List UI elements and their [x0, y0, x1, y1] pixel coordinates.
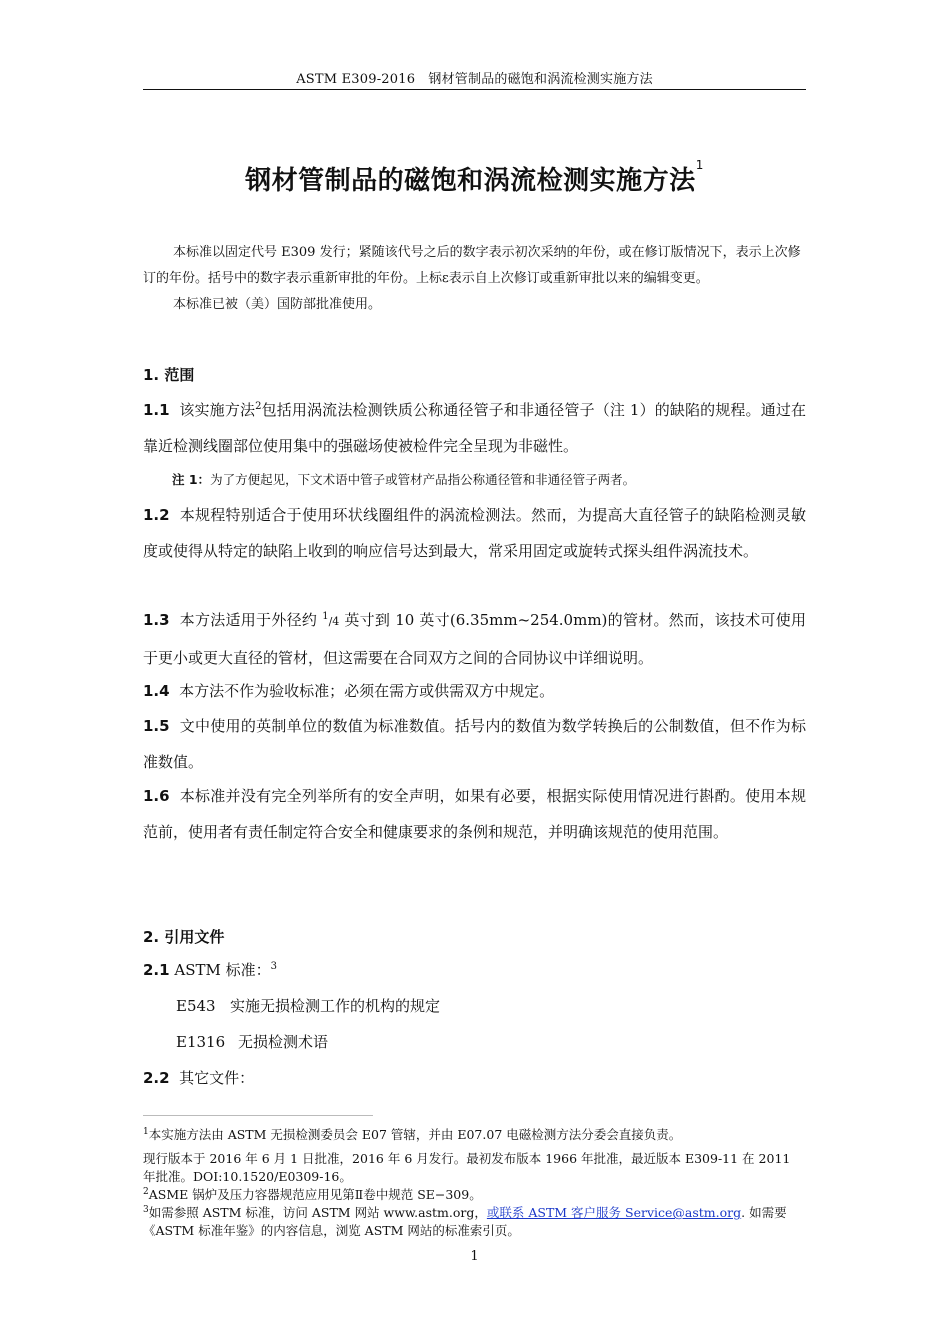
footnote-text: ASME 锅炉及压力容器规范应用见第Ⅱ卷中规范 SE−309。 — [148, 1187, 482, 1202]
footnote-mark: 2 — [143, 1186, 149, 1197]
astm-service-link[interactable]: 或联系 ASTM 客户服务 Service@astm.org — [486, 1205, 742, 1220]
paragraph-1-6 — [143, 778, 806, 850]
paragraph-number: 1.2 — [143, 506, 170, 524]
footnote-1-continued: 现行版本于 2016 年 6 月 1 日批准，2016 年 6 月发行。最初发布版本 1966 年批准，最近版本 E309-11 在 2011 年批准。DOI:10.1520/E0309-16。 — [143, 1151, 791, 1184]
paragraph-1-2 — [143, 497, 806, 569]
paragraph-text: 本规程特别适合于使用环状线圈组件的涡流检测法。然而，为提高大直径管子的缺陷检测灵敏度或使得从特定的缺陷上收到的响应信号达到最大，常采用固定或旋转式探头组件涡流技术。 — [143, 506, 806, 560]
footnote-rule — [143, 1115, 373, 1116]
paragraph-text: 包括用涡流法检测铁质公称通径管子和非通径管子（注 1）的缺陷的规程。通过在靠近检测线圈部位使用集中的强磁场使被检件完全呈现为非磁性。 — [143, 401, 806, 455]
footnote-text: 如需参照 ASTM 标准，访问 ASTM 网站 www.astm.org， — [148, 1205, 487, 1220]
reference-title: 无损检测术语 — [238, 1033, 329, 1051]
section-1-heading: 1. 范围 — [143, 366, 195, 384]
reference-item — [176, 995, 440, 1016]
paragraph-text: 本方法适用于外径约 — [179, 611, 323, 629]
paragraph-number: 1.6 — [143, 787, 170, 805]
paragraph-2-1 — [143, 952, 806, 988]
note-1 — [172, 470, 806, 490]
footnote-mark-2: 2 — [255, 401, 262, 412]
paragraph-2-2 — [143, 1060, 806, 1096]
running-header: ASTM E309-2016 钢材管制品的磁饱和涡流检测实施方法 — [296, 72, 653, 87]
title-footnote-mark: 1 — [695, 158, 704, 172]
footnote-text: . 如需要《ASTM 标准年鉴》的内容信息，浏览 ASTM 网站的标准索引页。 — [143, 1205, 787, 1238]
footnote-1 — [143, 1126, 806, 1144]
note-label: 注 1： — [172, 472, 211, 487]
footnote-mark: 3 — [143, 1204, 149, 1215]
paragraph-text: 英寸到 10 英寸(6.35mm~254.0mm)的管材。然而，该技术可使用于更小或更大直径的管材，但这需要在合同双方之间的合同协议中详细说明。 — [143, 611, 806, 667]
intro-block — [143, 240, 806, 318]
reference-code: E1316 — [176, 1033, 226, 1051]
footnote-2 — [143, 1186, 806, 1204]
intro-paragraph-2: 本标准已被（美）国防部批准使用。 — [173, 297, 382, 312]
footnotes — [143, 1126, 806, 1240]
paragraph-text: 本方法不作为验收标准；必须在需方或供需双方中规定。 — [179, 682, 555, 700]
fraction-numerator: 1 — [322, 611, 329, 622]
reference-item — [176, 1031, 328, 1052]
section-2-heading: 2. 引用文件 — [143, 928, 225, 946]
paragraph-1-1 — [143, 392, 806, 464]
page-number: 1 — [470, 1249, 479, 1264]
paragraph-1-3 — [143, 602, 806, 676]
paragraph-number: 1.1 — [143, 401, 170, 419]
paragraph-text: 本标准并没有完全列举所有的安全声明，如果有必要，根据实际使用情况进行斟酌。使用本规范前，使用者有责任制定符合安全和健康要求的条例和规范，并明确该规范的使用范围。 — [143, 787, 806, 841]
paragraph-1-4 — [143, 673, 806, 709]
paragraph-text: ASTM 标准： — [174, 961, 271, 979]
paragraph-text: 文中使用的英制单位的数值为标准数值。括号内的数值为数学转换后的公制数值，但不作为标准数值。 — [143, 717, 806, 771]
intro-paragraph-1: 本标准以固定代号 E309 发行；紧随该代号之后的数字表示初次采纳的年份，或在修订版情况下，表示上次修订的年份。括号中的数字表示重新审批的年份。上标ε表示自上次修订或重新审批以来的编辑变更。 — [143, 245, 801, 286]
reference-code: E543 — [176, 997, 216, 1015]
paragraph-1-5 — [143, 708, 806, 780]
paragraph-number: 1.4 — [143, 682, 170, 700]
paragraph-text: 该实施方法 — [179, 401, 256, 419]
header-rule — [143, 89, 806, 90]
note-text: 为了方便起见，下文术语中管子或管材产品指公称通径管和非通径管子两者。 — [210, 472, 636, 487]
footnote-mark-3: 3 — [270, 961, 277, 972]
footnote-3 — [143, 1204, 806, 1240]
reference-title: 实施无损检测工作的机构的规定 — [230, 997, 441, 1015]
paragraph-text: 其它文件： — [179, 1069, 255, 1087]
footnote-text: 本实施方法由 ASTM 无损检测委员会 E07 管辖，并由 E07.07 电磁检测方法分委会直接负责。 — [148, 1127, 682, 1142]
paragraph-number: 2.2 — [143, 1069, 170, 1087]
title-text: 钢材管制品的磁饱和涡流检测实施方法 — [245, 166, 696, 196]
footnote-mark: 1 — [143, 1126, 149, 1137]
paragraph-number: 1.3 — [143, 611, 170, 629]
paragraph-number: 1.5 — [143, 717, 170, 735]
fraction-denominator: /4 — [328, 615, 340, 628]
document-title — [143, 160, 806, 197]
paragraph-number: 2.1 — [143, 961, 170, 979]
